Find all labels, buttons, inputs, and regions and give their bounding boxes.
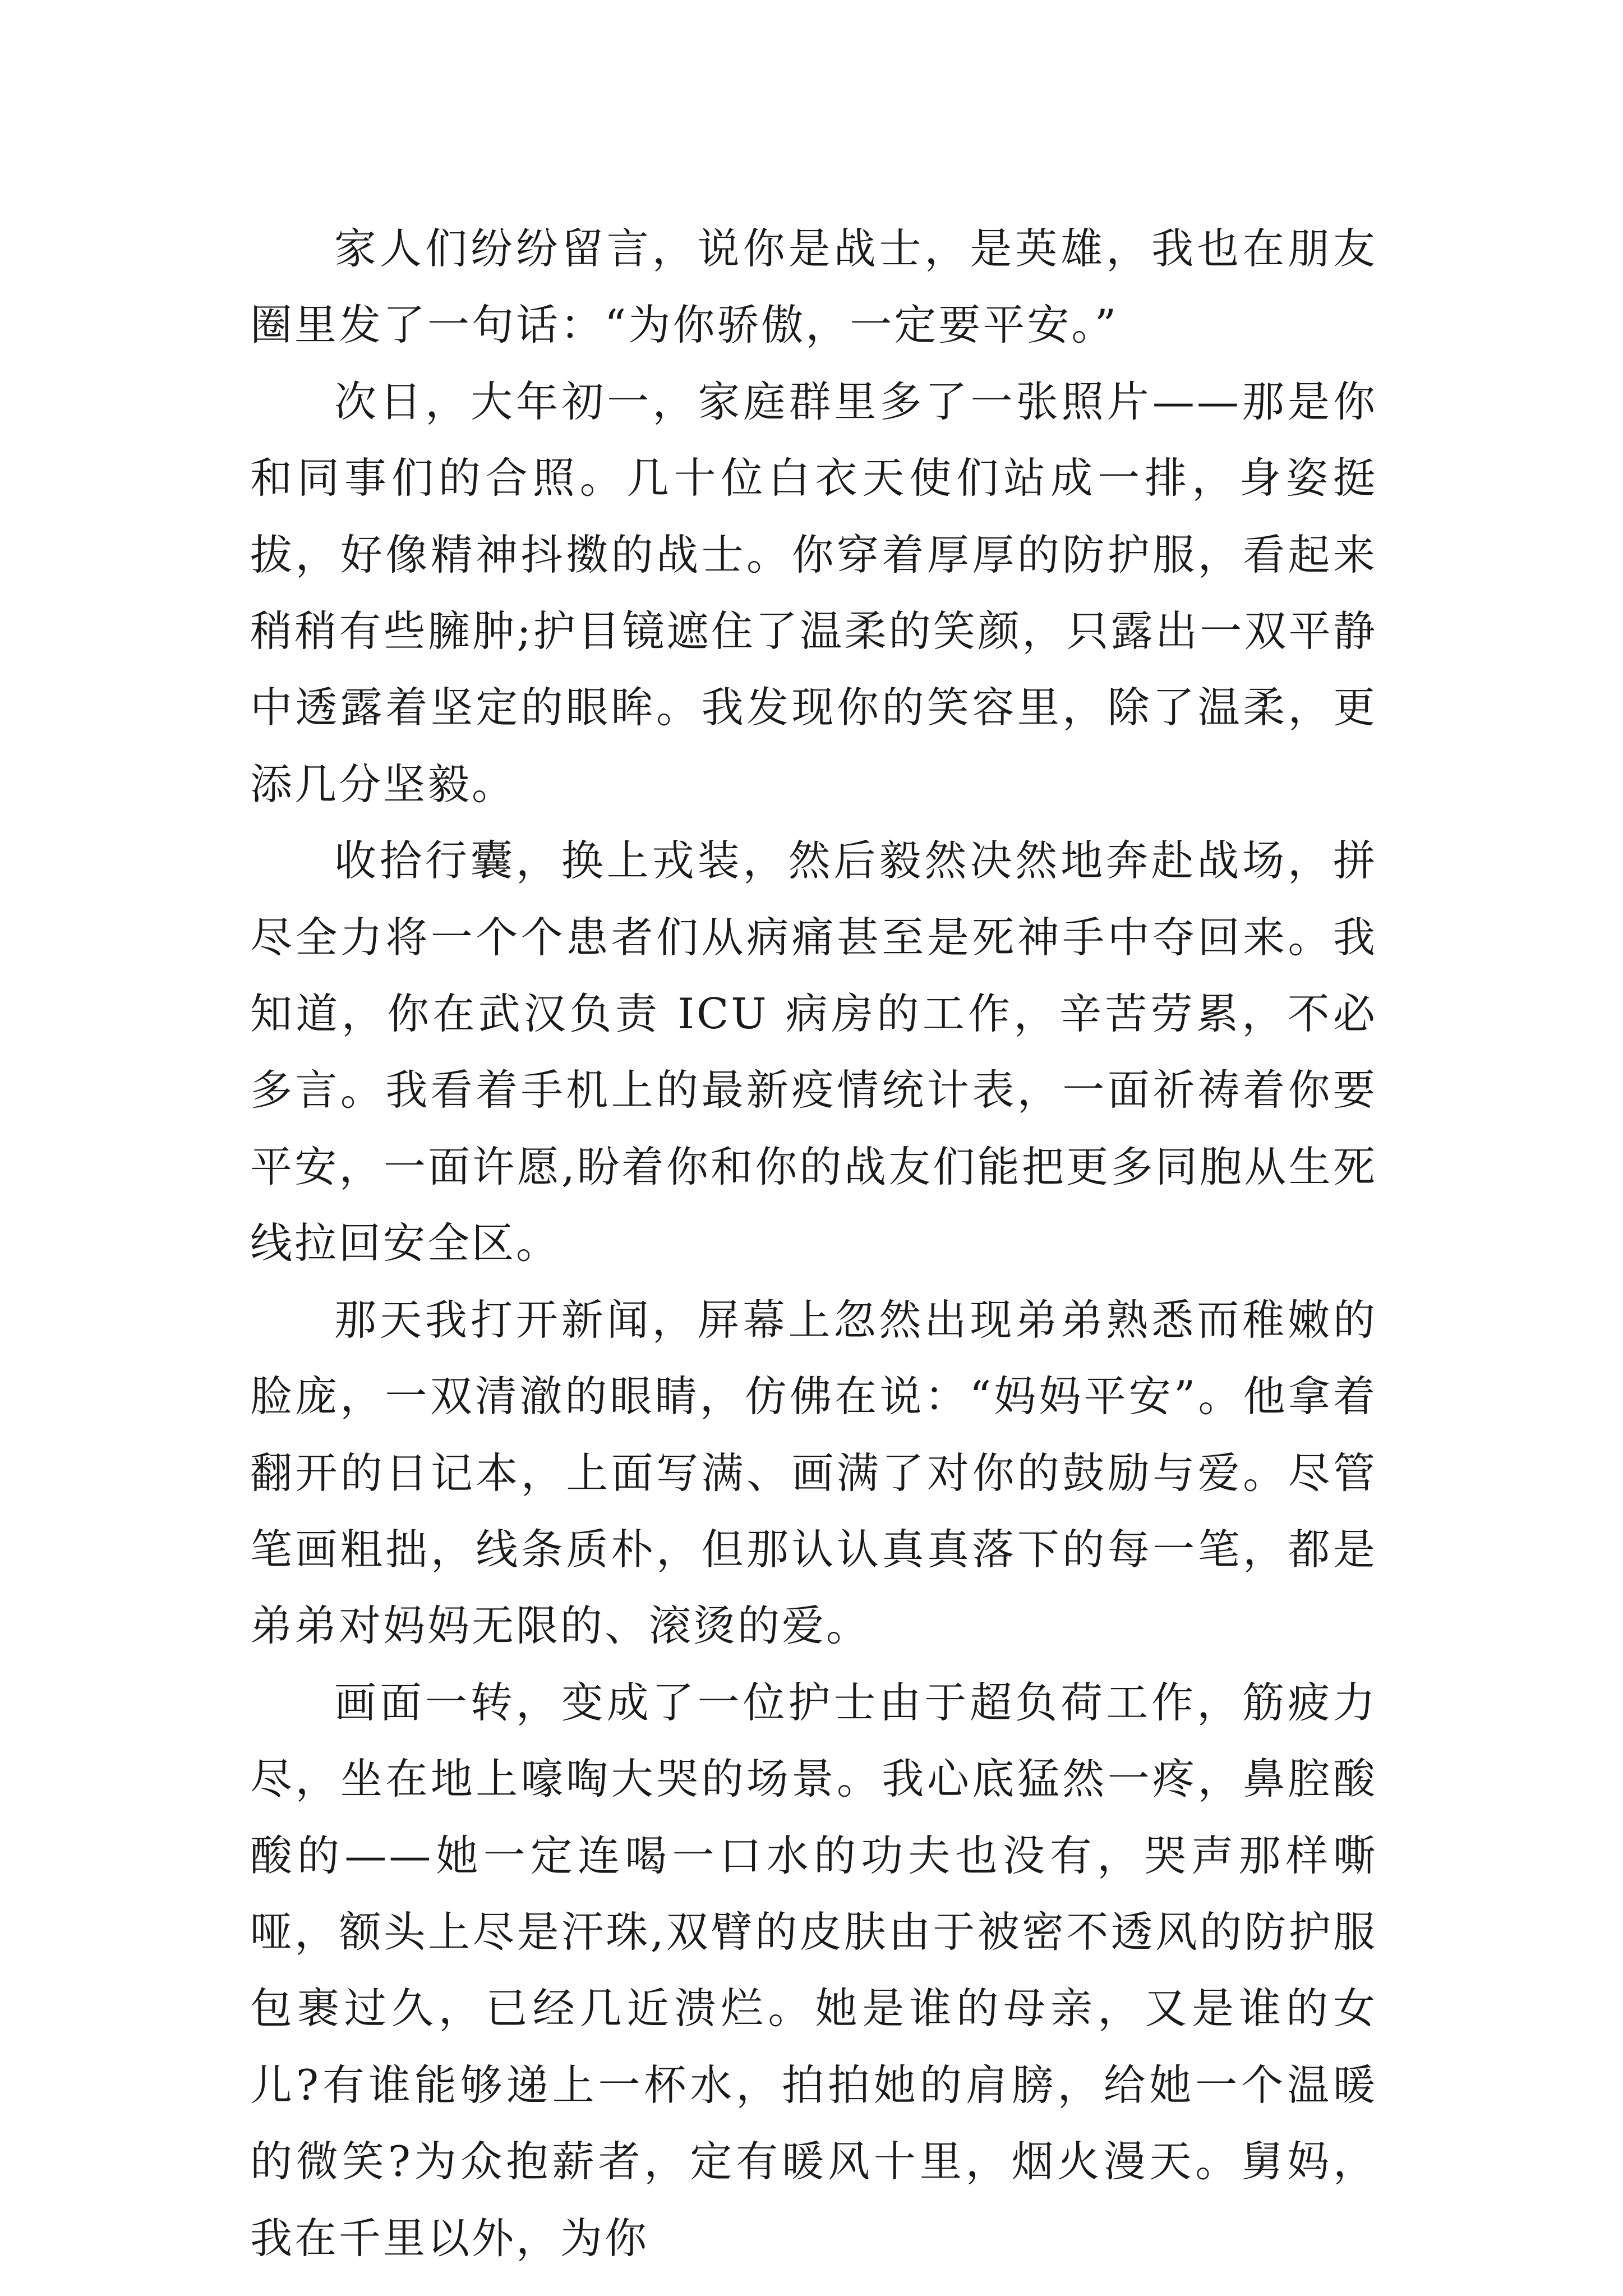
- paragraph: 次日，大年初一，家庭群里多了一张照片——那是你和同事们的合照。几十位白衣天使们站成一排，身姿挺拔，好像精神抖擞的战士。你穿着厚厚的防护服，看起来稍稍有些臃肿;护目镜遮住了温柔的笑颜，只露出一双平静中透露着坚定的眼眸。我发现你的笑容里，除了温柔，更添几分坚毅。: [250, 376, 1377, 809]
- paragraph: 那天我打开新闻，屏幕上忽然出现弟弟熟悉而稚嫩的脸庞，一双清澈的眼睛，仿佛在说：“妈妈平安”。他拿着翻开的日记本，上面写满、画满了对你的鼓励与爱。尽管笔画粗拙，线条质朴，但那认认真真落下的每一笔，都是弟弟对妈妈无限的、滚烫的爱。: [250, 1295, 1377, 1651]
- paragraph: 收拾行囊，换上戎装，然后毅然决然地奔赴战场，拼尽全力将一个个患者们从病痛甚至是死神手中夺回来。我知道，你在武汉负责 ICU 病房的工作，辛苦劳累，不必多言。我看着手机上的最新疫情统计表，一面祈祷着你要平安，一面许愿,盼着你和你的战友们能把更多同胞从生死线拉回安全区。: [250, 836, 1377, 1268]
- paragraph: 家人们纷纷留言，说你是战士，是英雄，我也在朋友圈里发了一句话：“为你骄傲，一定要平安。”: [250, 224, 1377, 350]
- article-body: [250, 210, 1377, 2276]
- paragraph: 画面一转，变成了一位护士由于超负荷工作，筋疲力尽，坐在地上嚎啕大哭的场景。我心底猛然一疼，鼻腔酸酸的——她一定连喝一口水的功夫也没有，哭声那样嘶哑，额头上尽是汗珠,双臂的皮肤由于被密不透风的防护服包裹过久，已经几近溃烂。她是谁的母亲，又是谁的女儿?有谁能够递上一杯水，拍拍她的肩膀，给她一个温暖的微笑?为众抱薪者，定有暖风十里，烟火漫天。舅妈，我在千里以外，为你: [250, 1677, 1377, 2263]
